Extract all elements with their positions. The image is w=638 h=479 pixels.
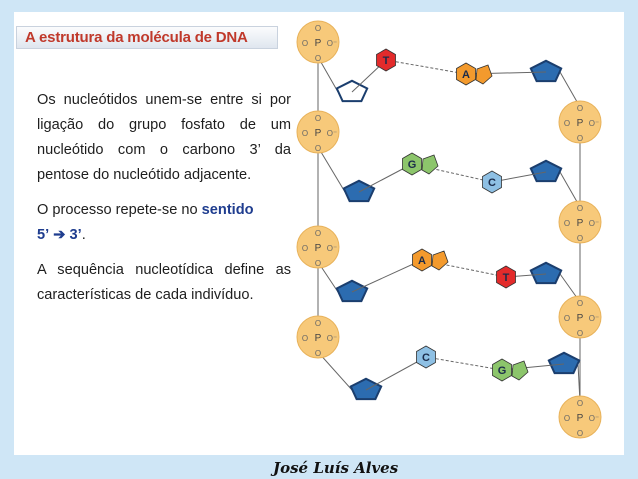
- paragraph-2-emphasis: sentido: [201, 202, 254, 218]
- phosphate-right-2-o-left: O: [563, 314, 571, 323]
- base-guanine-1-letter: G: [407, 159, 417, 171]
- phosphate-right-0-o-bottom: O: [576, 134, 584, 143]
- left-sugar-0: [337, 81, 367, 101]
- base-guanine-1-ring2: [422, 155, 438, 174]
- base-adenine-1-ring2: [476, 65, 492, 84]
- phosphate-right-2-o-top: O: [576, 299, 584, 308]
- phosphate-left-0-o-bottom: O: [314, 54, 322, 63]
- right-sugar-3: [549, 353, 579, 373]
- phosphate-right-1-p-label: P: [576, 218, 584, 229]
- paragraph-2-prefix: O processo repete-se no: [37, 202, 202, 218]
- left-sugar-link-1: [318, 147, 345, 192]
- hydrogen-bond-0: [386, 60, 466, 74]
- direction-to: 3’: [69, 227, 82, 243]
- phosphate-right-3-o-right: O⁻: [588, 414, 600, 423]
- phosphate-right-0-o-right: O⁻: [588, 119, 600, 128]
- phosphate-right-2-p-label: P: [576, 313, 584, 324]
- base-adenine-2-letter: A: [418, 255, 426, 267]
- right-sugar-0: [531, 61, 561, 81]
- left-sugar-1: [344, 181, 374, 201]
- phosphate-left-2-o-top: O: [314, 229, 322, 238]
- phosphate-right-3-o-top: O: [576, 399, 584, 408]
- phosphate-left-0-o-left: O: [301, 39, 309, 48]
- base-guanine-2-ring2: [512, 361, 528, 380]
- phosphate-left-3-p-label: P: [314, 333, 322, 344]
- phosphate-left-2-p-label: P: [314, 243, 322, 254]
- paragraph-3: A sequência nucleotídica define as características de cada indivíduo.: [37, 262, 291, 303]
- direction-from: 5’: [37, 227, 50, 243]
- phosphate-right-1-o-left: O: [563, 219, 571, 228]
- phosphate-left-0-o-top: O: [314, 24, 322, 33]
- phosphate-left-2-o-right: O⁻: [326, 244, 338, 253]
- phosphate-left-3-o-right: O⁻: [326, 334, 338, 343]
- phosphate-right-3-p-label: P: [576, 413, 584, 424]
- phosphate-left-0-p-label: P: [314, 38, 322, 49]
- phosphate-left-2-o-bottom: O: [314, 259, 322, 268]
- phosphate-right-3-o-bottom: O: [576, 429, 584, 438]
- phosphate-left-1-p-label: P: [314, 128, 322, 139]
- link-s4: [352, 260, 422, 292]
- phosphate-right-0-o-top: O: [576, 104, 584, 113]
- phosphate-left-2-o-left: O: [301, 244, 309, 253]
- base-cytosine-1-letter: C: [488, 177, 496, 189]
- phosphate-left-1-o-top: O: [314, 114, 322, 123]
- slide-title: A estrutura da molécula de DNA: [25, 29, 248, 46]
- base-adenine-1-letter: A: [462, 69, 470, 81]
- base-thymine-2-letter: T: [502, 272, 510, 284]
- paragraph-2: [37, 198, 291, 248]
- left-sugar-2: [337, 281, 367, 301]
- phosphate-right-2-o-bottom: O: [576, 329, 584, 338]
- phosphate-right-0-p-label: P: [576, 118, 584, 129]
- author-signature: José Luís Alves: [273, 459, 399, 477]
- base-cytosine-2-letter: C: [422, 352, 430, 364]
- phosphate-right-0-o-left: O: [563, 119, 571, 128]
- phosphate-left-3-o-bottom: O: [314, 349, 322, 358]
- phosphate-left-1-o-left: O: [301, 129, 309, 138]
- left-sugar-3: [351, 379, 381, 399]
- hydrogen-bond-3: [426, 357, 502, 370]
- base-adenine-2-ring2: [432, 251, 448, 270]
- phosphate-right-1-o-bottom: O: [576, 234, 584, 243]
- base-thymine-1-letter: T: [382, 55, 390, 67]
- phosphate-right-1-o-right: O⁻: [588, 219, 600, 228]
- phosphate-right-1-o-top: O: [576, 204, 584, 213]
- arrow-right-icon: ➔: [53, 227, 66, 243]
- phosphate-right-3-o-left: O: [563, 414, 571, 423]
- phosphate-left-0-o-right: O⁻: [326, 39, 338, 48]
- phosphate-left-3-o-left: O: [301, 334, 309, 343]
- phosphate-left-3-o-top: O: [314, 319, 322, 328]
- phosphate-left-1-o-bottom: O: [314, 144, 322, 153]
- paragraph-1: Os nucleótidos unem-se entre si por ligação do grupo fosfato de um nucleótido com o carbono 3’ da pentose do nucleótido adjacente.: [37, 92, 291, 183]
- paragraph-2-suffix: .: [81, 227, 86, 243]
- right-sugar-1: [531, 161, 561, 181]
- right-sugar-2: [531, 263, 561, 283]
- base-guanine-2-letter: G: [497, 365, 507, 377]
- dna-structure-diagram: [294, 12, 624, 452]
- phosphate-right-2-o-right: O⁻: [588, 314, 600, 323]
- body-text: [37, 88, 291, 318]
- phosphate-left-1-o-right: O⁻: [326, 129, 338, 138]
